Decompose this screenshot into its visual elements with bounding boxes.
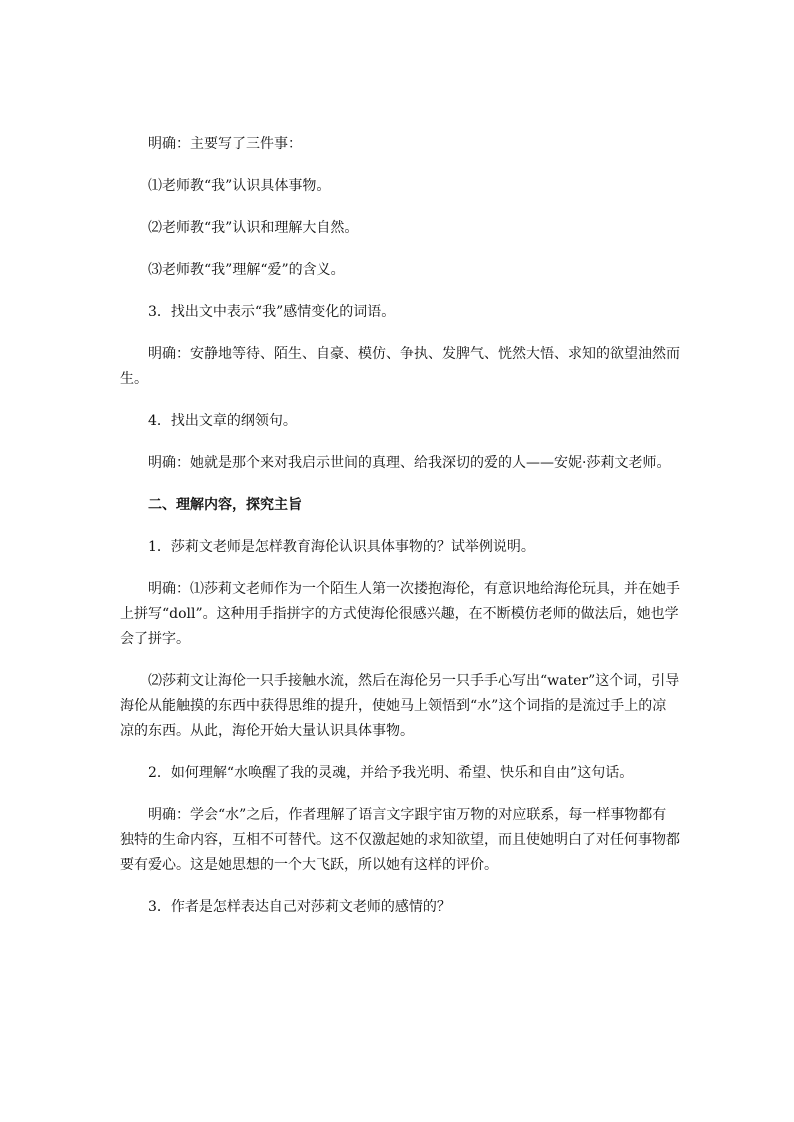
section2-answer-1b: ⑵莎莉文让海伦一只手接触水流，然后在海伦另一只手手心写出“water”这个词，引导海伦从能触摸的东西中获得思维的提升，使她马上领悟到“水”这个词指的是流过手上的凉凉的东西。从此，海伦开始大量认识具体事物。: [120, 673, 680, 739]
question-4: 4．找出文章的纲领句。: [148, 413, 297, 429]
section2-answer-2: 明确：学会“水”之后，作者理解了语言文字跟宇宙万物的对应联系，每一样事物都有独特的生命内容，互相不可替代。这不仅激起她的求知欲望，而且使她明白了对任何事物都要有爱心。这是她思想的一个大飞跃，所以她有这样的评价。: [120, 807, 680, 873]
answer-4: 明确：她就是那个来对我启示世间的真理、给我深切的爱的人——安妮·莎莉文老师。: [148, 455, 671, 471]
paragraph-item-1: ⑴老师教“我”认识具体事物。: [148, 178, 331, 194]
section2-question-2: 2．如何理解“水唤醒了我的灵魂，并给予我光明、希望、快乐和自由”这句话。: [148, 765, 634, 781]
paragraph-answer-intro: 明确：主要写了三件事：: [148, 136, 302, 152]
paragraph-item-2: ⑵老师教“我”认识和理解大自然。: [148, 220, 359, 236]
question-3: 3．找出文中表示“我”感情变化的词语。: [148, 304, 396, 320]
paragraph-item-3: ⑶老师教“我”理解“爱”的含义。: [148, 262, 345, 278]
section2-question-1: 1．莎莉文老师是怎样教育海伦认识具体事物的？试举例说明。: [148, 539, 535, 555]
section-heading: 二、理解内容，探究主旨: [148, 497, 302, 513]
section2-question-3: 3．作者是怎样表达自己对莎莉文老师的感情的？: [148, 899, 451, 915]
answer-3: 明确：安静地等待、陌生、自豪、模仿、争执、发脾气、恍然大悟、求知的欲望油然而生。: [120, 346, 680, 387]
section2-answer-1a: 明确：⑴莎莉文老师作为一个陌生人第一次搂抱海伦，有意识地给海伦玩具，并在她手上拼写“doll”。这种用手指拼字的方式使海伦很感兴趣，在不断模仿老师的做法后，她也学会了拼字。: [120, 581, 680, 647]
document-body: [120, 132, 680, 937]
